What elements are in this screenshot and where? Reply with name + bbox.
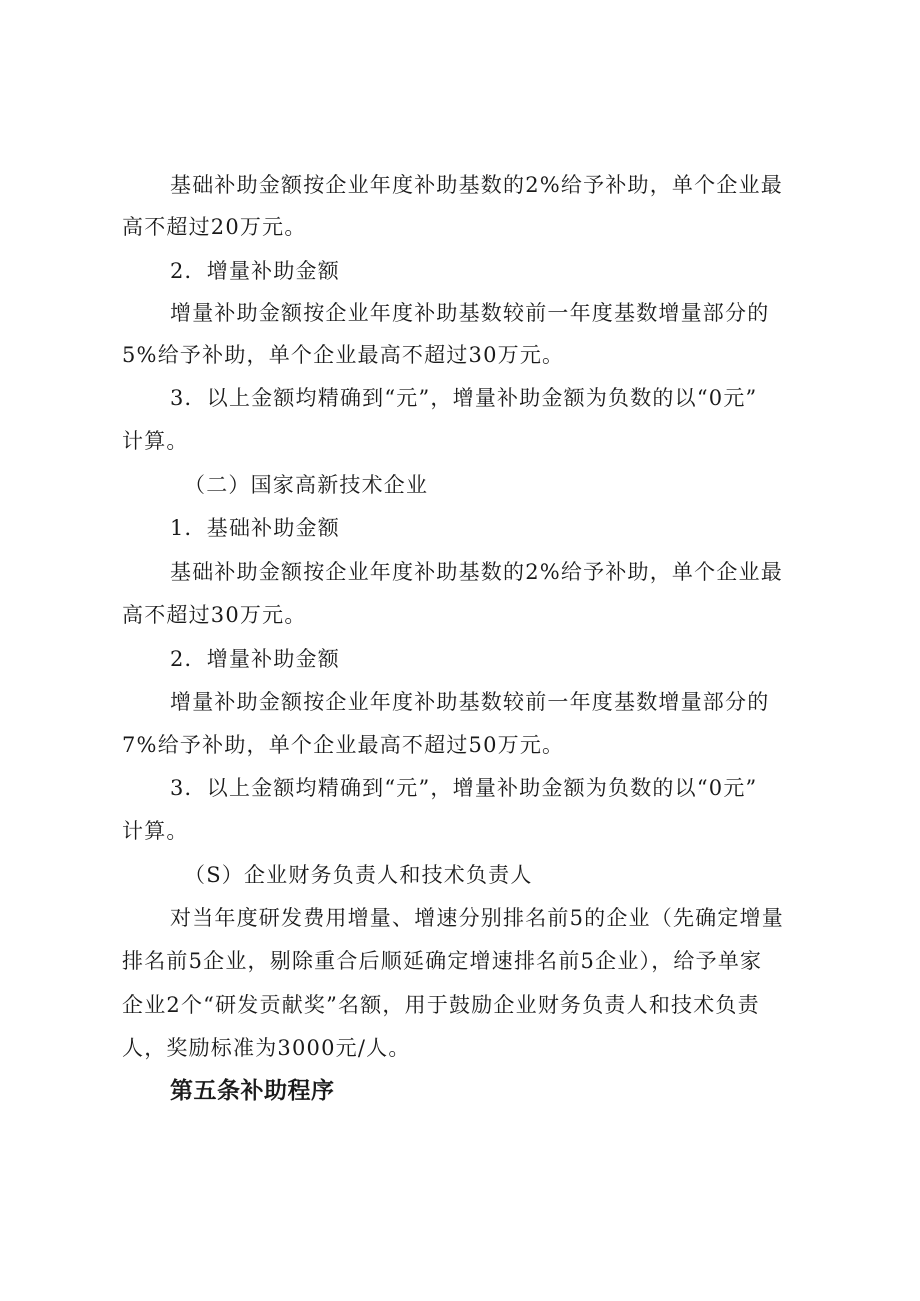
paragraph-line: 对当年度研发费用增量、增速分别排名前5的企业（先确定增量: [170, 906, 784, 930]
article-heading: 第五条补助程序: [170, 1078, 335, 1104]
paragraph-line: 5%给予补助，单个企业最高不超过30万元。: [122, 343, 565, 367]
paragraph-line: 计算。: [122, 819, 189, 843]
paragraph-line: 增量补助金额按企业年度补助基数较前一年度基数增量部分的: [170, 690, 770, 714]
paragraph-line: 7%给予补助，单个企业最高不超过50万元。: [122, 733, 565, 757]
list-item-heading: 2．增量补助金额: [170, 259, 340, 283]
paragraph-line: 基础补助金额按企业年度补助基数的2%给予补助，单个企业最: [170, 560, 783, 584]
paragraph-line: 人，奖励标准为3000元/人。: [122, 1036, 411, 1060]
paragraph-line: 企业2个“研发贡献奖”名额，用于鼓励企业财务负责人和技术负责: [122, 993, 760, 1017]
paragraph-line: 3．以上金额均精确到“元”，增量补助金额为负数的以“0元”: [170, 386, 758, 410]
paragraph-line: 增量补助金额按企业年度补助基数较前一年度基数增量部分的: [170, 301, 770, 325]
paragraph-line: 排名前5企业，剔除重合后顺延确定增速排名前5企业），给予单家: [122, 949, 763, 973]
list-item-heading: 2．增量补助金额: [170, 647, 340, 671]
paragraph-line: 高不超过30万元。: [122, 603, 307, 627]
paragraph-line: 高不超过20万元。: [122, 215, 307, 239]
section-heading: （S）企业财务负责人和技术负责人: [184, 863, 533, 887]
paragraph-line: 基础补助金额按企业年度补助基数的2%给予补助，单个企业最: [170, 173, 783, 197]
paragraph-line: 计算。: [122, 429, 189, 453]
paragraph-line: 3．以上金额均精确到“元”，增量补助金额为负数的以“0元”: [170, 776, 758, 800]
section-heading: （二）国家高新技术企业: [184, 473, 429, 497]
list-item-heading: 1．基础补助金额: [170, 516, 340, 540]
